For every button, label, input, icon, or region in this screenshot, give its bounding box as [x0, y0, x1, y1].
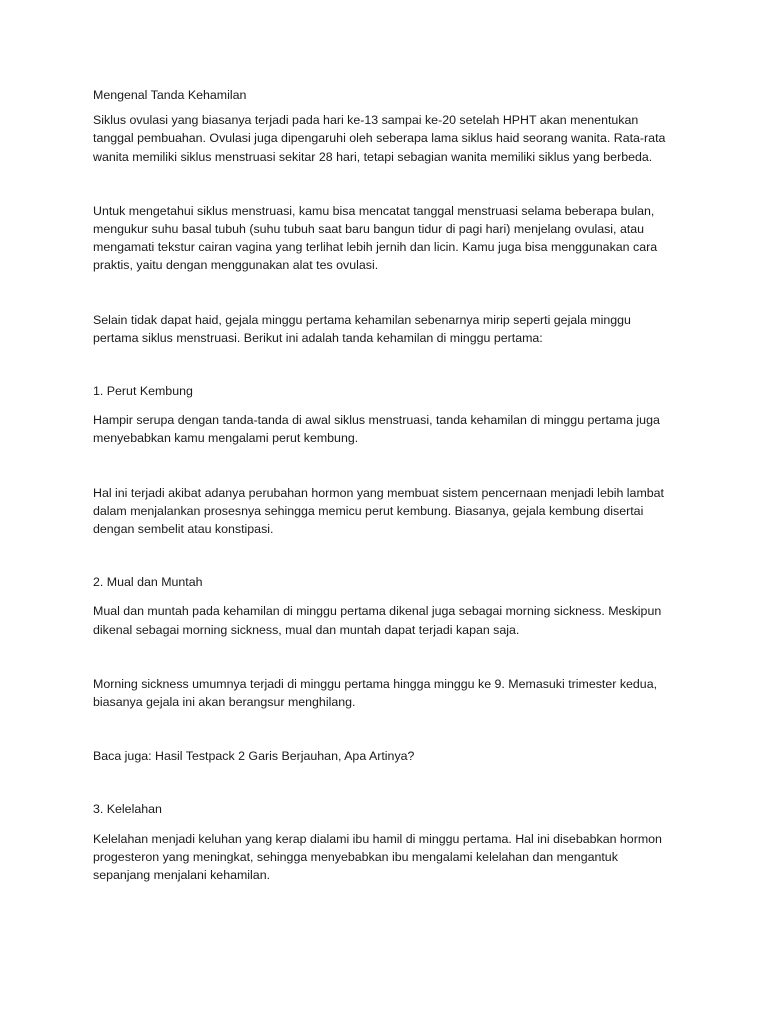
paragraph-ovulation-cycle: Siklus ovulasi yang biasanya terjadi pada hari ke-13 sampai ke-20 setelah HPHT akan menentukan tanggal pembuahan. Ovulasi juga dipengaruhi oleh seberapa lama siklus haid seorang wanita. Rata-rata wanita memiliki siklus menstruasi sekitar 28 hari, tetapi sebagian wanita memiliki siklus yang berbeda.: [93, 113, 666, 164]
document-title: Mengenal Tanda Kehamilan: [93, 88, 247, 102]
read-also-text: Baca juga: Hasil Testpack 2 Garis Berjauhan, Apa Artinya?: [93, 749, 415, 764]
paragraph-track-cycle: Untuk mengetahui siklus menstruasi, kamu bisa mencatat tanggal menstruasi selama beberapa bulan, mengukur suhu basal tubuh (suhu tubuh saat baru bangun tidur di pagi hari) menjelang ovulasi, atau mengamati tekstur cairan vagina yang terlihat lebih jernih dan licin. Kamu juga bisa menggunakan cara praktis, yaitu dengan menggunakan alat tes ovulasi.: [93, 203, 658, 273]
section-heading-mual-muntah: 2. Mual dan Muntah: [93, 575, 203, 590]
paragraph-mual-muntah-1: Mual dan muntah pada kehamilan di minggu pertama dikenal juga sebagai morning sickness. Meskipun dikenal sebagai morning sickness, mual dan muntah dapat terjadi kapan saja.: [93, 604, 662, 637]
paragraph-first-week-signs: Selain tidak dapat haid, gejala minggu pertama kehamilan sebenarnya mirip seperti gejala minggu pertama siklus menstruasi. Berikut ini adalah tanda kehamilan di minggu pertama:: [93, 312, 631, 345]
paragraph-perut-kembung-2: Hal ini terjadi akibat adanya perubahan hormon yang membuat sistem pencernaan menjadi lebih lambat dalam menjalankan prosesnya sehingga memicu perut kembung. Biasanya, gejala kembung disertai dengan sembelit atau konstipasi.: [93, 485, 664, 537]
section-heading-kelelahan: 3. Kelelahan: [93, 802, 162, 817]
paragraph-mual-muntah-2: Morning sickness umumnya terjadi di minggu pertama hingga minggu ke 9. Memasuki trimester kedua, biasanya gejala ini akan berangsur menghilang.: [93, 676, 658, 710]
document-body: [93, 86, 678, 884]
paragraph-perut-kembung-1: Hampir serupa dengan tanda-tanda di awal siklus menstruasi, tanda kehamilan di minggu pertama juga menyebabkan kamu mengalami perut kembung.: [93, 413, 660, 446]
section-heading-perut-kembung: 1. Perut Kembung: [93, 384, 193, 399]
paragraph-kelelahan-1: Kelelahan menjadi keluhan yang kerap dialami ibu hamil di minggu pertama. Hal ini disebabkan hormon progesteron yang meningkat, sehingga menyebabkan ibu mengalami kelelahan dan mengantuk sepanjang menjalani kehamilan.: [93, 831, 662, 883]
